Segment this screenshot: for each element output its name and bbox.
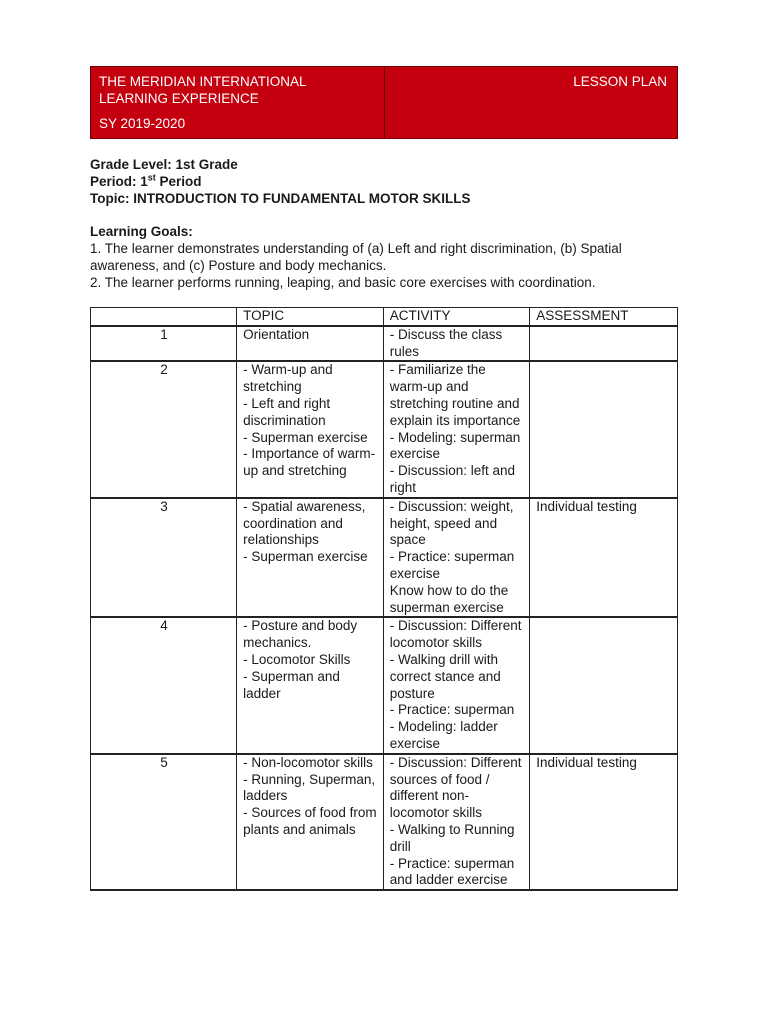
topic-cell-line: - Importance of warm-up and stretching: [243, 446, 376, 479]
table-row: [91, 326, 678, 362]
activity-cell-line: - Modeling: ladder exercise: [389, 719, 498, 751]
topic-cell: [237, 754, 384, 890]
topic-cell-line: Orientation: [243, 326, 310, 342]
table-header-cell: ACTIVITY: [383, 308, 530, 326]
topic-cell-line: - Left and right discrimination: [243, 395, 331, 428]
topic-cell: [237, 617, 384, 753]
row-number-cell: 1: [91, 326, 237, 362]
activity-cell: [383, 498, 530, 618]
activity-cell-line: - Practice: superman: [389, 702, 515, 718]
topic-cell-line: - Posture and body mechanics.: [243, 618, 358, 651]
period-prefix: Period: 1: [90, 174, 148, 189]
assessment-cell: Individual testing: [530, 754, 678, 890]
lesson-plan-table: [90, 307, 678, 891]
header-right-cell: [385, 67, 677, 138]
topic: Topic: INTRODUCTION TO FUNDAMENTAL MOTOR SKILLS: [90, 191, 471, 206]
activity-cell-line: - Modeling: superman exercise: [389, 429, 521, 462]
row-number-cell: 2: [91, 361, 237, 497]
table-row: [91, 361, 678, 497]
period-suffix: Period: [155, 174, 202, 189]
activity-cell-line: - Discuss the class rules: [389, 326, 503, 359]
activity-cell: [383, 326, 530, 362]
table-row: [91, 617, 678, 753]
header-left-cell: [91, 67, 385, 138]
assessment-cell: [530, 617, 678, 753]
activity-cell: [383, 361, 530, 497]
learning-goal-1: 1. The learner demonstrates understanding of (a) Left and right discrimination, (b) Spatial awareness, and (c) Posture and body mechanics.: [90, 241, 622, 273]
assessment-cell: [530, 361, 678, 497]
topic-cell-line: - Superman exercise: [243, 429, 368, 445]
activity-cell-line: Know how to do the superman exercise: [389, 582, 509, 615]
table-row: [91, 754, 678, 890]
activity-cell-line: - Practice: superman exercise: [389, 549, 515, 581]
learning-goal-2: 2. The learner performs running, leaping, and basic core exercises with coordination.: [90, 275, 596, 290]
assessment-cell: [530, 326, 678, 362]
topic-cell: [237, 361, 384, 497]
period-superscript: st: [147, 172, 156, 183]
learning-goals: [90, 223, 690, 291]
document-header: [90, 66, 678, 139]
school-name: THE MERIDIAN INTERNATIONAL LEARNING EXPERIENCE: [99, 74, 307, 106]
document-type: LESSON PLAN: [573, 74, 667, 89]
row-number-cell: 4: [91, 617, 237, 753]
activity-cell-line: - Discussion: Different sources of food / different non-locomotor skills: [389, 754, 522, 821]
topic-cell-line: - Sources of food from plants and animals: [243, 805, 377, 837]
topic-cell: [237, 498, 384, 618]
assessment-cell: Individual testing: [530, 498, 678, 618]
activity-cell-line: - Practice: superman and ladder exercise: [389, 855, 515, 888]
learning-goals-title: Learning Goals:: [90, 224, 193, 239]
lesson-meta: [90, 156, 470, 207]
row-number-cell: 5: [91, 754, 237, 890]
activity-cell-line: - Discussion: weight, height, speed and space: [389, 498, 514, 548]
table-row: [91, 498, 678, 618]
activity-cell-line: - Discussion: Different locomotor skills: [389, 618, 522, 651]
activity-cell-line: - Familiarize the warm-up and stretching routine and explain its importance: [389, 362, 521, 428]
topic-cell-line: - Warm-up and stretching: [243, 362, 333, 395]
topic-cell-line: - Superman and ladder: [243, 668, 340, 701]
topic-cell-line: - Locomotor Skills: [243, 651, 351, 667]
activity-cell-line: - Discussion: left and right: [389, 463, 516, 495]
table-header-cell: [91, 308, 237, 326]
period: [90, 173, 470, 190]
topic-cell-line: - Non-locomotor skills: [243, 754, 373, 770]
table-header-cell: TOPIC: [237, 308, 384, 326]
activity-cell: [383, 754, 530, 890]
table-header-row: [91, 308, 678, 326]
topic-cell-line: - Spatial awareness, coordination and relationships: [243, 498, 366, 548]
topic-cell-line: - Superman exercise: [243, 549, 368, 565]
grade-level: Grade Level: 1st Grade: [90, 157, 238, 172]
activity-cell: [383, 617, 530, 753]
activity-cell-line: - Walking drill with correct stance and posture: [389, 651, 501, 701]
school-year: SY 2019-2020: [99, 116, 186, 131]
topic-cell-line: - Running, Superman, ladders: [243, 771, 376, 804]
activity-cell-line: - Walking to Running drill: [389, 821, 515, 854]
row-number-cell: 3: [91, 498, 237, 618]
table-header-cell: ASSESSMENT: [530, 308, 678, 326]
topic-cell: [237, 326, 384, 362]
